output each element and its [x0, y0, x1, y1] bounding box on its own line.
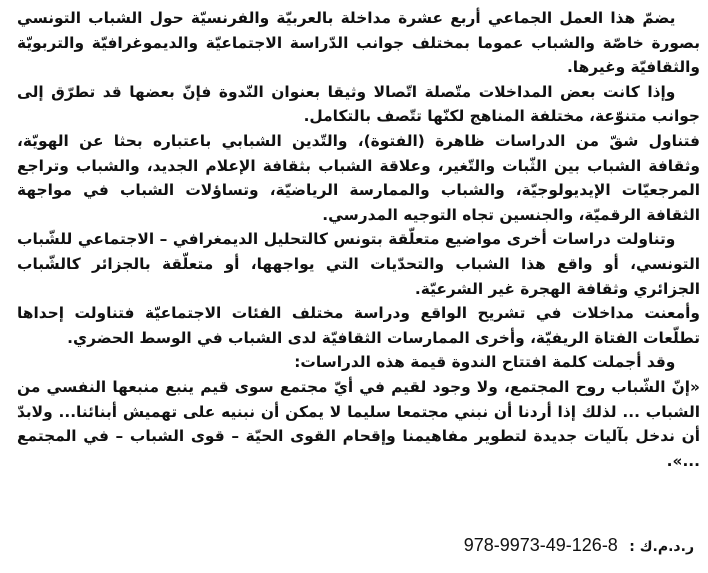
paragraph-relevance: وإذا كانت بعض المداخلات متّصلة اتّصالا وثيقا بعنوان النّدوة فإنّ بعضها قد تطرّق إلى جوانب متنوّعة، مختلفة المناهج لكنّها تتّصف بالتكامل. [17, 82, 700, 126]
paragraph-quote: «إنّ الشّباب روح المجتمع، ولا وجود لقيم في أيّ مجتمع سوى قيم ينبع منبعها النفسي من الشباب ... لذلك إذا أردنا أن نبني مجتمعا سليما لا يمكن أن نبنيه على تهميش أبنائنا... ولابدّ أن ندخل بآليات جديدة لتطوير مفاهيمنا وإقحام القوى الحيّة – قوى الشباب – في المجتمع ...». [17, 377, 700, 470]
paragraph-intro: يضمّ هذا العمل الجماعي أربع عشرة مداخلة بالعربيّة والفرنسيّة حول الشباب التونسي بصورة خاصّة والشباب عموما بمختلف جوانب الدّراسة الاجتماعيّة والديموغرافيّة والتربويّة والثقافيّة وغيرها. [17, 9, 700, 77]
isbn-label: ر.د.م.ك : [629, 539, 694, 555]
isbn-line [464, 535, 694, 556]
paragraph-topics: فتناول شقّ من الدراسات ظاهرة (الفتوة)، والتّدين الشبابي باعتباره بحثا عن الهويّة، وثقافة الشباب بين الثّبات والتّغير، وعلاقة الشباب بثقافة الإعلام الجديد، والشباب وتراجع المرجعيّات الإيديولوجيّة، والشباب والممارسة الرياضيّة، وتساؤلات الشباب في مواجهة الثقافة الرقميّة، والجنسين تجاه التوجيه المدرسي. [17, 131, 700, 224]
paragraph-regional-studies: وتناولت دراسات أخرى مواضيع متعلّقة بتونس كالتحليل الديمغرافي – الاجتماعي للشّباب التونسي، أو واقع هذا الشباب والتحدّيات التي يواجهها، أو متعلّقة بالجزائر كالشّباب الجزائري وثقافة الهجرة غير الشرعيّة. [17, 230, 700, 298]
paragraph-social-groups: وأمعنت مداخلات في تشريح الواقع ودراسة مختلف الفئات الاجتماعيّة فتناولت إحداها تطلّعات الفتاة الريفيّة، وأخرى الممارسات الثقافيّة لدى الشباب في الوسط الحضري. [17, 304, 700, 347]
body-text [17, 6, 700, 473]
paragraph-opening-intro: وقد أجملت كلمة افتتاح الندوة قيمة هذه الدراسات: [294, 353, 676, 372]
isbn-number: 978-9973-49-126-8 [463, 535, 618, 555]
